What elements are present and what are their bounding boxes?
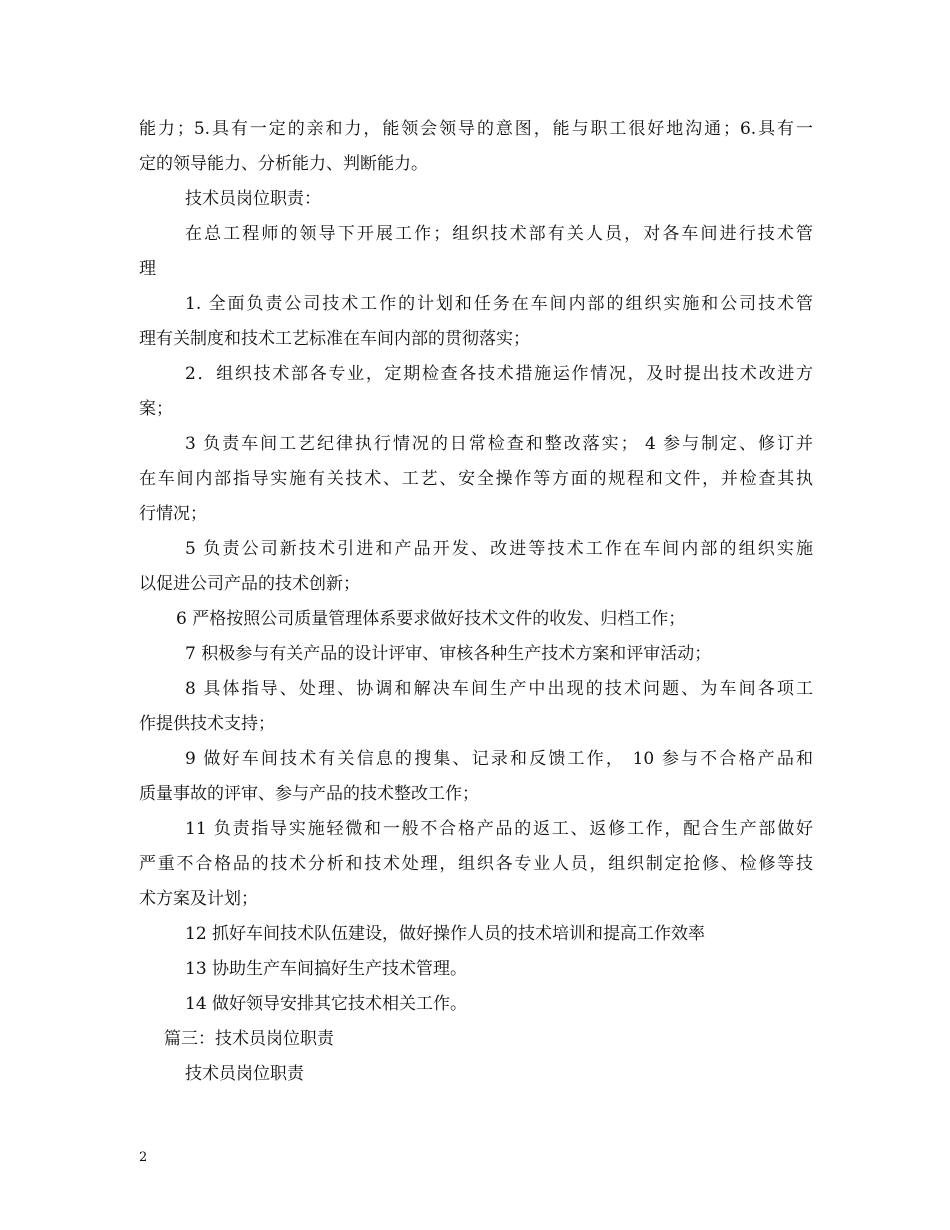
text-line: 理有关制度和技术工艺标准在车间内部的贯彻落实；	[139, 329, 530, 349]
list-item: 12 抓好车间技术队伍建设，做好操作人员的技术培训和提高工作效率	[185, 924, 706, 944]
page-number: 2	[139, 1150, 148, 1165]
text-line: 在车间内部指导实施有关技术、工艺、安全操作等方面的规程和文件，并检查其执	[139, 469, 813, 489]
list-item: 2．组织技术部各专业，定期检查各技术措施运作情况，及时提出技术改进方	[185, 364, 813, 384]
list-item: 14 做好领导安排其它技术相关工作。	[185, 994, 468, 1014]
text-line: 严重不合格品的技术分析和技术处理，组织各专业人员，组织制定抢修、检修等技	[139, 854, 813, 874]
section-heading: 篇三：技术员岗位职责	[164, 1029, 334, 1049]
text-line: 在总工程师的领导下开展工作；组织技术部有关人员，对各车间进行技术管	[185, 224, 813, 244]
text-line: 以促进公司产品的技术创新；	[139, 574, 360, 594]
document-body	[139, 112, 813, 1092]
text-line: 质量事故的评审、参与产品的技术整改工作；	[139, 784, 479, 804]
text-line: 案；	[139, 399, 173, 419]
text-line: 定的领导能力、分析能力、判断能力。	[139, 154, 428, 174]
list-item: 11 负责指导实施轻微和一般不合格产品的返工、返修工作，配合生产部做好	[185, 819, 813, 839]
text-line: 能力；5.具有一定的亲和力，能领会领导的意图，能与职工很好地沟通；6.具有一	[139, 119, 813, 139]
text-line: 理	[139, 259, 156, 279]
text-line: 术方案及计划；	[139, 889, 258, 909]
list-item: 5 负责公司新技术引进和产品开发、改进等技术工作在车间内部的组织实施	[185, 539, 813, 559]
list-item: 13 协助生产车间搞好生产技术管理。	[185, 959, 468, 979]
section-heading: 技术员岗位职责	[185, 1064, 304, 1084]
list-item: 1. 全面负责公司技术工作的计划和任务在车间内部的组织实施和公司技术管	[185, 294, 813, 314]
text-line: 行情况；	[139, 504, 207, 524]
section-heading: 技术员岗位职责：	[185, 189, 321, 209]
text-line: 作提供技术支持；	[139, 714, 275, 734]
list-item: 8 具体指导、处理、协调和解决车间生产中出现的技术问题、为车间各项工	[185, 679, 813, 699]
list-item: 6 严格按照公司质量管理体系要求做好技术文件的收发、归档工作；	[176, 609, 686, 629]
list-item: 9 做好车间技术有关信息的搜集、记录和反馈工作， 10 参与不合格产品和	[185, 749, 813, 769]
list-item: 7 积极参与有关产品的设计评审、审核各种生产技术方案和评审活动；	[185, 644, 712, 664]
list-item: 3 负责车间工艺纪律执行情况的日常检查和整改落实； 4 参与制定、修订并	[185, 434, 813, 454]
